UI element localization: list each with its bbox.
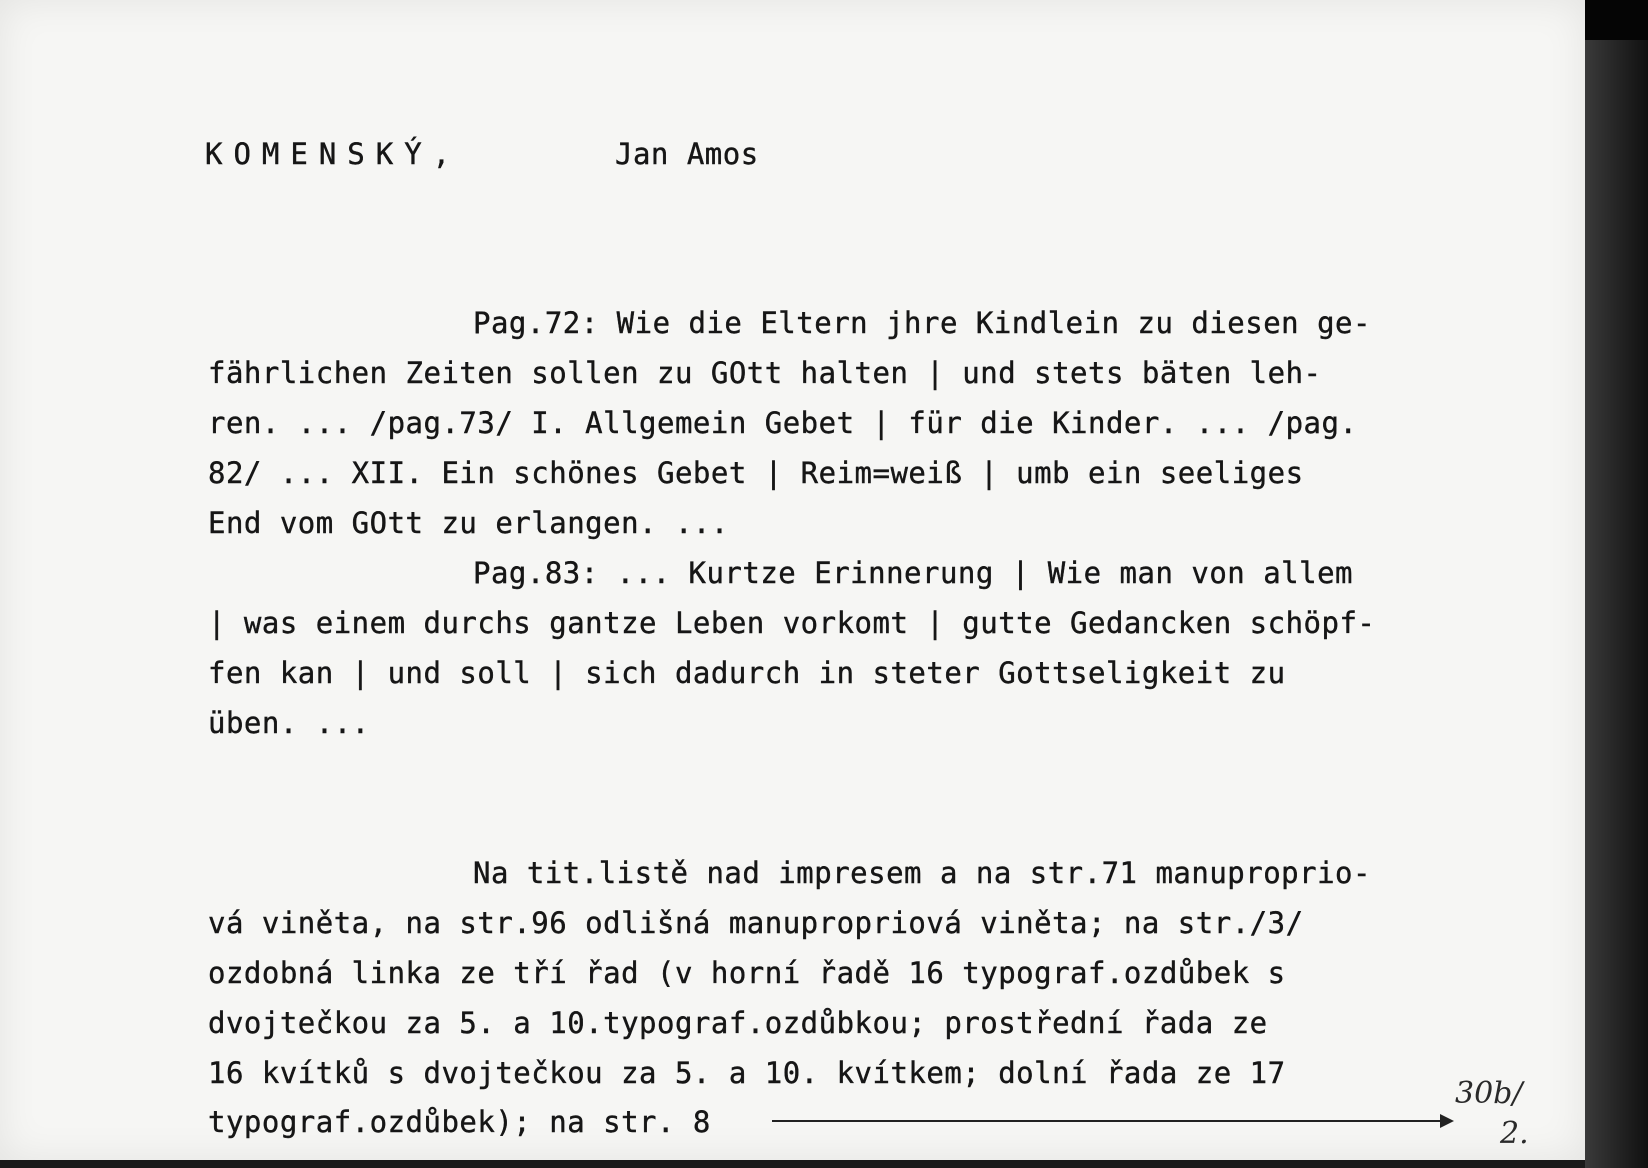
text-line: End vom GOtt zu erlangen. ... <box>208 506 729 540</box>
handwritten-shelfmark-bottom: 2. <box>1500 1116 1529 1151</box>
text-line: fen kan | und soll | sich dadurch in steter Gottseligkeit zu <box>208 656 1286 690</box>
text-line: 16 kvítků s dvojtečkou za 5. a 10. kvítkem; dolní řada ze 17 <box>208 1056 1286 1090</box>
text-line: ren. ... /pag.73/ I. Allgemein Gebet | für die Kinder. ... /pag. <box>208 406 1358 440</box>
arrow-line <box>772 1120 1450 1122</box>
text-line: dvojtečkou za 5. a 10.typograf.ozdůbkou; prostřední řada ze <box>208 1006 1268 1040</box>
text-line: üben. ... <box>208 706 370 740</box>
text-line: Pag.72: Wie die Eltern jhre Kindlein zu diesen ge- <box>473 306 1371 340</box>
text-line: ozdobná linka ze tří řad (v horní řadě 16 typograf.ozdůbek s <box>208 956 1286 990</box>
text-line: | was einem durchs gantze Leben vorkomt | gutte Gedancken schöpf- <box>208 606 1376 640</box>
text-line: fährlichen Zeiten sollen zu GOtt halten | und stets bäten leh- <box>208 356 1322 390</box>
author-given-name: Jan Amos <box>615 137 759 171</box>
scan-edge <box>1585 0 1648 1168</box>
text-line: vá viněta, na str.96 odlišná manupropriová viněta; na str./3/ <box>208 906 1304 940</box>
handwritten-shelfmark-top: 30b/ <box>1455 1076 1523 1111</box>
text-line: Na tit.listě nad impresem a na str.71 manuproprio- <box>473 856 1371 890</box>
author-surname: KOMENSKÝ, <box>205 137 462 171</box>
scan-edge-top <box>1585 0 1648 40</box>
text-line: typograf.ozdůbek); na str. 8 <box>208 1105 711 1139</box>
text-line: Pag.83: ... Kurtze Erinnerung | Wie man von allem <box>473 556 1354 590</box>
text-line: 82/ ... XII. Ein schönes Gebet | Reim=weiß | umb ein seeliges <box>208 456 1304 490</box>
